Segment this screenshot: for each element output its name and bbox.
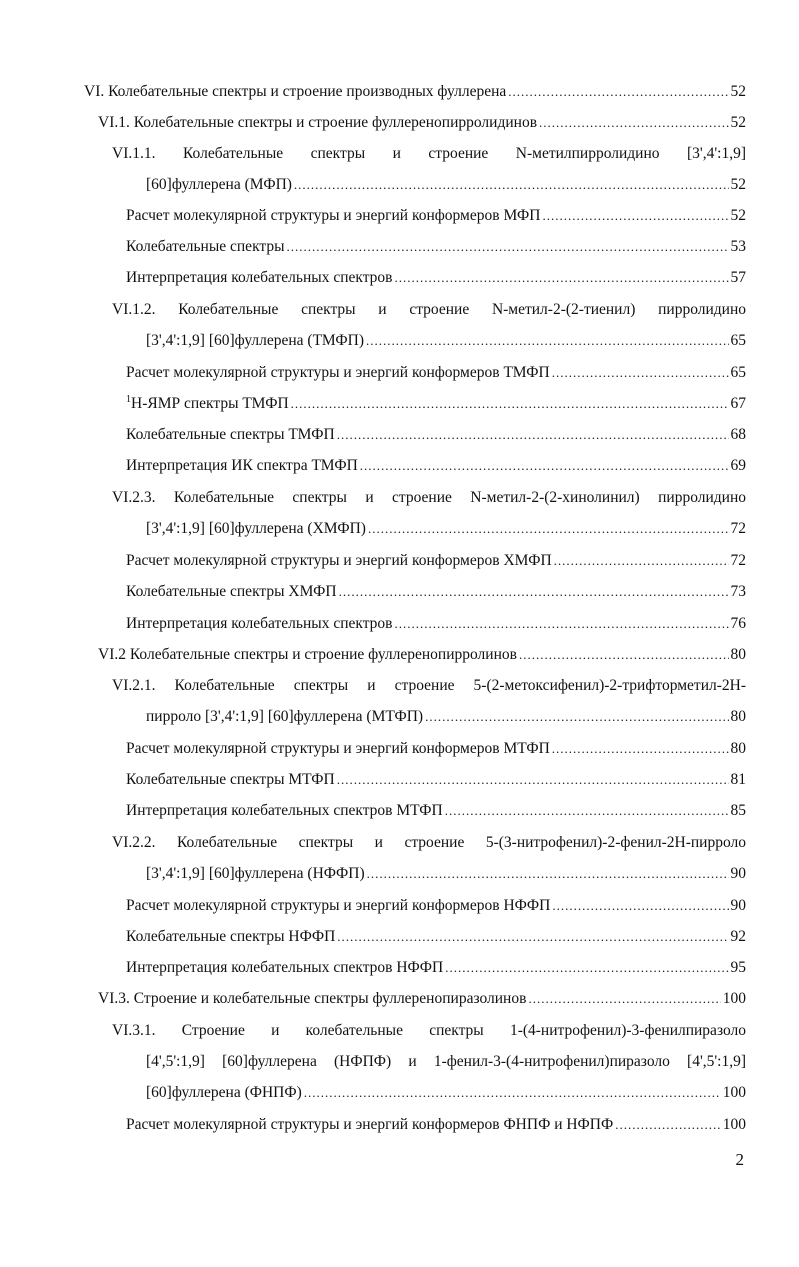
toc-leader	[554, 551, 729, 571]
toc-entry[interactable]	[98, 645, 746, 665]
toc-leader	[337, 927, 728, 947]
toc-entry-text: VI.2.3. Колебательные спектры и строение N-метил-2-(2-хинолинил) пирролидино	[112, 489, 746, 506]
toc-entry-text: [3',4':1,9] [60]фуллерена (ХМФП)	[146, 520, 366, 537]
toc-page-number: 67	[730, 395, 746, 412]
toc-entry-text: Н-ЯМР спектры ТМФП	[131, 395, 289, 412]
toc-entry[interactable]	[126, 739, 746, 759]
toc-entry-text: [3',4':1,9] [60]фуллерена (НФФП)	[146, 865, 365, 882]
toc-page-number: 52	[730, 176, 746, 193]
toc-leader	[552, 739, 729, 759]
toc-entry-text: Колебательные спектры МТФП	[126, 771, 335, 788]
toc-entry-text: VI. Колебательные спектры и строение производных фуллерена	[84, 83, 507, 100]
toc-entry[interactable]	[126, 801, 746, 821]
toc-leader	[368, 519, 729, 539]
toc-entry-text: Интерпретация колебательных спектров МТФП	[126, 802, 443, 819]
toc-entry-text: Интерпретация ИК спектра ТМФП	[126, 457, 358, 474]
toc-entry[interactable]	[126, 363, 746, 383]
toc-entry[interactable]	[112, 676, 746, 727]
toc-page-number: 53	[730, 238, 746, 255]
toc-entry[interactable]	[126, 551, 746, 571]
toc-entry-text: Интерпретация колебательных спектров НФФП	[126, 959, 444, 976]
toc-entry[interactable]	[126, 237, 746, 257]
toc-entry[interactable]	[126, 770, 746, 790]
toc-page-number: 52	[730, 83, 746, 100]
toc-entry-text: Расчет молекулярной структуры и энергий конформеров МФП	[126, 207, 541, 224]
toc-entry-text: Расчет молекулярной структуры и энергий конформеров ФНПФ и НФПФ	[126, 1116, 614, 1133]
toc-page-number: 100	[722, 990, 746, 1007]
toc-entry-text: Колебательные спектры НФФП	[126, 928, 336, 945]
toc-page-number: 90	[730, 897, 746, 914]
toc-entry[interactable]	[126, 456, 746, 476]
toc-entry-text: [4',5':1,9] [60]фуллерена (НФПФ) и 1-фенил-3-(4-нитрофенил)пиразоло [4',5':1,9]	[146, 1053, 746, 1070]
toc-entry-text: [60]фуллерена (ФНПФ)	[146, 1084, 302, 1101]
toc-page-number: 65	[730, 364, 746, 381]
toc-entry-text: Колебательные спектры ТМФП	[126, 426, 335, 443]
toc-entry[interactable]	[112, 144, 746, 195]
toc-entry-text: VI.2 Колебательные спектры и строение фуллеренопирролинов	[98, 646, 517, 663]
toc-entry-text: Колебательные спектры	[126, 238, 285, 255]
toc-page-number: 92	[730, 928, 746, 945]
toc-entry-text: VI.1. Колебательные спектры и строение фуллеренопирролидинов	[98, 114, 538, 131]
toc-leader	[337, 425, 729, 445]
toc-page-number: 100	[722, 1116, 746, 1133]
toc-entry[interactable]	[126, 927, 746, 947]
toc-leader	[366, 331, 728, 351]
toc-leader	[394, 614, 728, 634]
toc-leader	[294, 175, 729, 195]
toc-entry-text: Интерпретация колебательных спектров	[126, 269, 393, 286]
toc-page-number: 81	[730, 771, 746, 788]
toc-entry-text: [60]фуллерена (МФП)	[146, 176, 292, 193]
toc-page-number: 90	[730, 865, 746, 882]
toc-entry-text: Расчет молекулярной структуры и энергий конформеров ТМФП	[126, 364, 550, 381]
toc-page-number: 52	[730, 114, 746, 131]
toc-leader	[539, 113, 728, 133]
toc-leader	[519, 645, 729, 665]
toc-entry[interactable]	[126, 394, 746, 414]
toc-page-number: 95	[730, 959, 746, 976]
toc-page-number: 52	[730, 207, 746, 224]
toc-page-number: 80	[730, 708, 746, 725]
toc-entry[interactable]	[112, 488, 746, 539]
toc-leader	[552, 363, 729, 383]
toc-entry-text: Интерпретация колебательных спектров	[126, 615, 393, 632]
toc-entry[interactable]	[126, 582, 746, 602]
toc-entry[interactable]	[98, 989, 746, 1009]
toc-leader	[552, 896, 728, 916]
toc-entry[interactable]	[126, 896, 746, 916]
toc-leader	[339, 582, 729, 602]
toc-leader	[394, 268, 728, 288]
toc-entry[interactable]	[126, 425, 746, 445]
toc-leader	[542, 206, 728, 226]
toc-leader	[528, 989, 720, 1009]
toc-entry[interactable]	[126, 1115, 746, 1135]
toc-leader	[367, 864, 729, 884]
toc-entry-text: VI.2.2. Колебательные спектры и строение 5-(3-нитрофенил)-2-фенил-2Н-пирроло	[112, 834, 746, 851]
toc-entry-text: пирроло [3',4':1,9] [60]фуллерена (МТФП)	[146, 708, 424, 725]
toc-entry-text: Колебательные спектры ХМФП	[126, 583, 337, 600]
toc-entry[interactable]	[112, 300, 746, 351]
toc-page-number: 68	[730, 426, 746, 443]
toc-entry-text: Расчет молекулярной структуры и энергий конформеров ХМФП	[126, 552, 552, 569]
toc-entry[interactable]	[112, 1021, 746, 1103]
toc-entry-text: [3',4':1,9] [60]фуллерена (ТМФП)	[146, 332, 365, 349]
toc-page-number: 80	[730, 740, 746, 757]
toc-leader	[287, 237, 729, 257]
toc-entry[interactable]	[98, 113, 746, 133]
toc-page-number: 72	[730, 552, 746, 569]
toc-page-number: 57	[730, 269, 746, 286]
toc-entry-text: VI.1.1. Колебательные спектры и строение N-метилпирролидино [3',4':1,9]	[112, 145, 746, 162]
toc-entry-text: Расчет молекулярной структуры и энергий конформеров НФФП	[126, 897, 551, 914]
toc-entry[interactable]	[126, 206, 746, 226]
toc-entry-text: VI.1.2. Колебательные спектры и строение N-метил-2-(2-тиенил) пирролидино	[112, 301, 746, 318]
toc-page-number: 80	[730, 646, 746, 663]
toc-leader	[425, 707, 728, 727]
toc-leader	[508, 82, 728, 102]
toc-entry[interactable]	[126, 268, 746, 288]
toc-leader	[291, 394, 729, 414]
toc-entry-text: Расчет молекулярной структуры и энергий конформеров МТФП	[126, 740, 550, 757]
toc-page-number: 69	[730, 457, 746, 474]
toc-entry[interactable]	[112, 833, 746, 884]
toc-page-number: 73	[730, 583, 746, 600]
toc-entry[interactable]	[126, 614, 746, 634]
toc-entry[interactable]	[84, 82, 746, 102]
toc-leader	[445, 958, 728, 978]
toc-page-number: 100	[722, 1084, 746, 1101]
toc-leader	[304, 1083, 721, 1103]
toc-leader	[445, 801, 729, 821]
toc-page-number: 76	[730, 615, 746, 632]
toc-entry-text: VI.2.1. Колебательные спектры и строение 5-(2-метоксифенил)-2-трифторметил-2Н-	[112, 677, 746, 694]
toc-leader	[337, 770, 729, 790]
page-number: 2	[735, 1150, 744, 1169]
toc-entry-text: VI.3. Строение и колебательные спектры фуллеренопиразолинов	[98, 990, 527, 1007]
toc-page-number: 85	[730, 802, 746, 819]
toc-leader	[360, 456, 729, 476]
toc-entry[interactable]	[126, 958, 746, 978]
toc-page-number: 72	[730, 520, 746, 537]
toc-leader	[615, 1115, 721, 1135]
toc-entry-text: VI.3.1. Строение и колебательные спектры 1-(4-нитрофенил)-3-фенилпиразоло	[112, 1022, 746, 1039]
superscript: 1	[126, 394, 131, 405]
toc-page-number: 65	[730, 332, 746, 349]
